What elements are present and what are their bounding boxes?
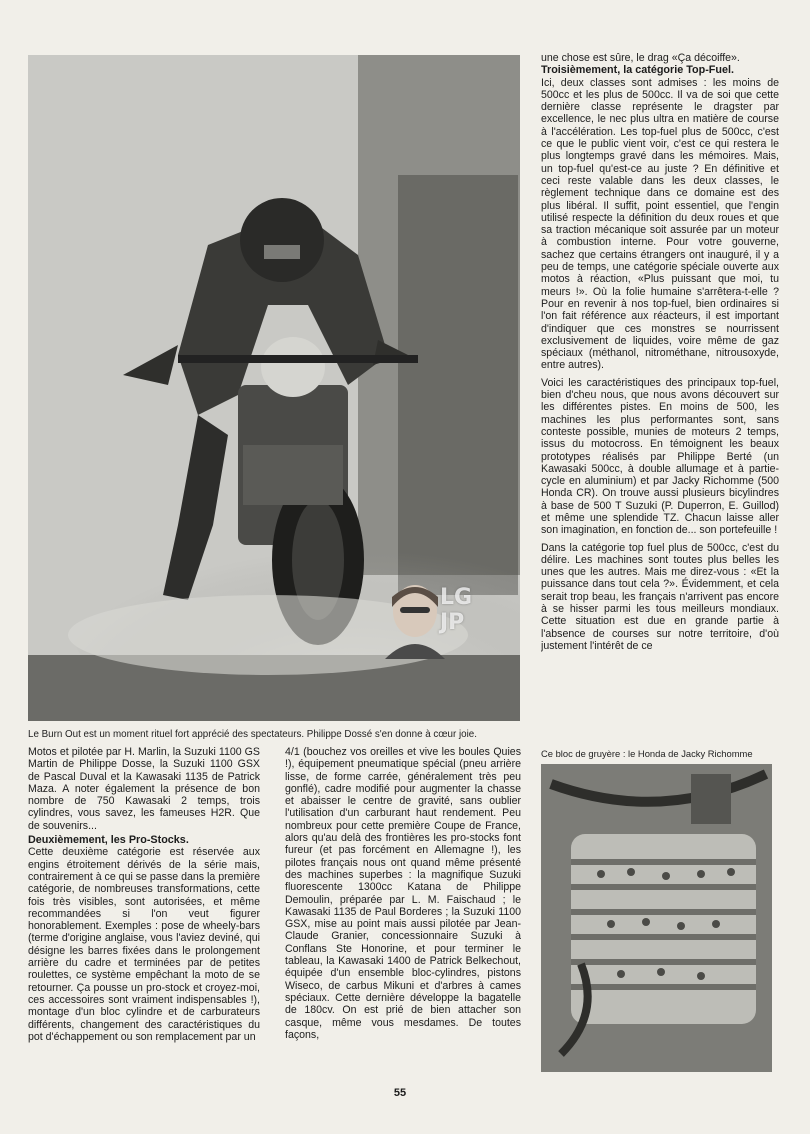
left-paragraph-1: Motos et pilotée par H. Marlin, la Suzuki 1100 GS Martin de Philippe Dosse, la Suzuki 1100 GSX de Pascal Duval et la Kawasaki 1135 de Patrick Maza. A noter également la présence de bon nombre de 750 Kawasaki 2 temps, trois cylindres, vous savez, les fameuses H2R. Que de souvenirs... xyxy=(28,746,260,832)
right-paragraph-4: Dans la catégorie top fuel plus de 500cc, c'est du délire. Les machines sont toutes plus belles les unes que les autres. Mais me direz-vous : «Et la puissance dans tout cela ?». Évidemment, et cela serait trop beau, les français n'arrivent pas encore à se hisser parmi les tous meilleurs mondiaux. Cette situation est due en grande partie à l'absence de courses sur notre territoire, d'où justement l'intérêt de ce xyxy=(541,541,779,652)
right-paragraph-2: Ici, deux classes sont admises : les moins de 500cc et les plus de 500cc. Il va de soi que cette dernière classe représente le dragster par excellence, le nec plus ultra en matière de course à l'accélération. Les top-fuel plus de 500cc, c'est ce que le public vient voir, c'est ce qui restera le plus longtemps gravé dans les mémoires. Mais, un top-fuel qu'est-ce au juste ? En définitive et ceci reste valable dans les deux classes, le règlement technique dans ce domaine est des plus libéral. Il suffit, point essentiel, que l'engin utilisé respecte la définition du deux roues et que sa traction mécanique soit assurée par un moteur à combustion interne. Pour votre gouverne, sachez que certains étrangers ont inauguré, il y a peu de temps, une catégorie spéciale ouverte aux motos à réaction, «Plus puissant que moi, tu meurs !». Où la folie humaine s'arrêtera-t-elle ? Pour en revenir à nos top-fuel, bien ordinaires si l'on fait référence aux réacteurs, il est important d'indiquer que ces monstres se nourrissent exclusivement de liquides, voire même de gaz spéciaux (méthanol, nitrométhane, nitrousoxyde, entre autres). xyxy=(541,76,779,372)
watermark-initials: LG JP xyxy=(440,585,473,635)
section-heading-top-fuel: Troisièmement, la catégorie Top-Fuel. xyxy=(541,64,734,77)
left-paragraph-2: Cette deuxième catégorie est réservée aux engins étroitement dérivés de la série mais, contrairement à ce qui se passe dans la première catégorie, de nombreuses transformations, cette fois très visibles, sont autorisées, et même recommandées si l'on veut figurer honorablement. Exemples : pose de wheely-bars (terme d'origine anglaise, vous l'aviez deviné, qui désigne les barres fixées dans le prolongement arrière du cadre et terminées par de petites roulettes, ce système empêchant la moto de se retourner. Ça pousse un pro-stock et croyez-moi, ces accessoires sont vraiment indispensables !), montage d'un bloc cylindre et de carburateurs différents, changement des caractéristiques du pot d'échappement ou son remplacement par un xyxy=(28,846,260,1043)
engine-photo-caption: Ce bloc de gruyère : le Honda de Jacky Richomme xyxy=(541,748,753,759)
right-paragraph-3: Voici les caractéristiques des principaux top-fuel, bien d'cheu nous, que nous avons découvert sur les différentes pistes. En moins de 500, les machines les plus performantes sont, sans conteste possible, munies de moteurs 2 temps, issus du motocross. En témoignent les beaux prototypes réalisés par Philippe Berté (un Kawasaki 500cc, à double allumage et à partie-cycle en aluminium) et par Jacky Richomme (500 Honda CR). On trouve aussi plusieurs bicylindres à base de 500 T Suzuki (P. Duperron, E. Guillod) et même une splendide TZ. Chacun laisse aller son imagination, en fonction de... son portefeuille ! xyxy=(541,376,779,537)
page-number: 55 xyxy=(393,1087,407,1099)
left-column-text xyxy=(28,746,260,1082)
engine-fins-illustration xyxy=(541,764,772,1072)
main-photo-caption: Le Burn Out est un moment rituel fort apprécié des spectateurs. Philippe Dossé s'en donne à cœur joie. xyxy=(28,729,477,740)
section-heading-pro-stocks: Deuxièmement, les Pro-Stocks. xyxy=(28,834,189,847)
watermark xyxy=(380,579,484,659)
main-photo xyxy=(28,55,520,721)
right-paragraph-1: une chose est sûre, le drag «Ça décoiffe». xyxy=(541,52,740,64)
engine-photo xyxy=(541,764,772,1072)
middle-paragraph: 4/1 (bouchez vos oreilles et vive les boules Quies !), équipement pneumatique spécial (pneu arrière lisse, de forme carrée, généralement très peu gonflé), cadre modifié pour augmenter la chasse et abaisser le centre de gravité, sans oublier l'utilisation d'un carburant haut rendement. Peu nombreux pour cette première Coupe de France, alors qu'au delà des frontières les pro-stocks font fureur (et pas forcément en Allemagne !), les pilotes français nous ont quand même présenté des machines superbes : la magnifique Suzuki fluorescente 1300cc Katana de Philippe Demoulin, préparée par L. M. Faischaud ; le Kawasaki 1135 de Paul Borderes ; la Suzuki 1100 GSX, mise au point mais aussi pilotée par Jean-Claude Granier, concessionnaire Suzuki à Conflans Ste Honorine, et pour terminer le tableau, la Kawasaki 1400 de Patrick Belkechout, équipée d'un ensemble bloc-cylindres, pistons Wiseco, de carbus Mikuni et d'arbres à cames spéciaux. Cette dernière développe la bagatelle de 180cv. On est prié de bien attacher son casque, même vous mesdames. De toutes façons, xyxy=(285,746,521,1041)
right-column-text xyxy=(541,52,779,742)
middle-column-text xyxy=(285,746,521,1082)
